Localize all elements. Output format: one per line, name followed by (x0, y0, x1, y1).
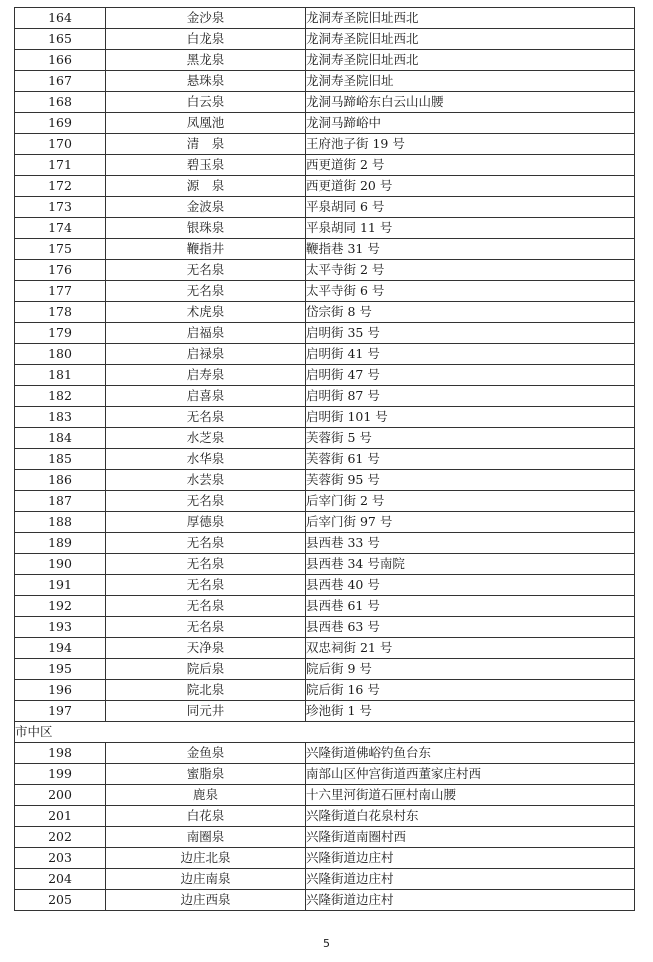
spring-name-cell: 无名泉 (106, 407, 306, 428)
table-row (15, 8, 635, 29)
spring-name-cell: 碧玉泉 (106, 155, 306, 176)
spring-name-cell: 清 泉 (106, 134, 306, 155)
spring-name-cell: 边庄北泉 (106, 848, 306, 869)
serial-number-cell: 205 (15, 890, 106, 911)
serial-number-cell: 167 (15, 71, 106, 92)
table-row (15, 29, 635, 50)
serial-number-cell: 198 (15, 743, 106, 764)
table-row (15, 869, 635, 890)
location-cell: 芙蓉街 5 号 (306, 428, 635, 449)
page-number: 5 (323, 937, 330, 950)
spring-name-cell: 白云泉 (106, 92, 306, 113)
spring-table-body (15, 8, 635, 911)
spring-name-cell: 启福泉 (106, 323, 306, 344)
location-cell: 平泉胡同 11 号 (306, 218, 635, 239)
table-row (15, 491, 635, 512)
table-row (15, 512, 635, 533)
table-row (15, 71, 635, 92)
spring-name-cell: 无名泉 (106, 281, 306, 302)
table-row (15, 365, 635, 386)
location-cell: 双忠祠街 21 号 (306, 638, 635, 659)
spring-name-cell: 院后泉 (106, 659, 306, 680)
serial-number-cell: 172 (15, 176, 106, 197)
table-row (15, 764, 635, 785)
location-cell: 王府池子街 19 号 (306, 134, 635, 155)
location-cell: 兴隆街道南圈村西 (306, 827, 635, 848)
table-row (15, 827, 635, 848)
location-cell: 岱宗街 8 号 (306, 302, 635, 323)
table-row (15, 155, 635, 176)
serial-number-cell: 187 (15, 491, 106, 512)
spring-name-cell: 院北泉 (106, 680, 306, 701)
serial-number-cell: 196 (15, 680, 106, 701)
location-cell: 十六里河街道石匣村南山腰 (306, 785, 635, 806)
serial-number-cell: 184 (15, 428, 106, 449)
spring-name-cell: 白龙泉 (106, 29, 306, 50)
serial-number-cell: 177 (15, 281, 106, 302)
location-cell: 启明街 87 号 (306, 386, 635, 407)
location-cell: 兴隆街道边庄村 (306, 848, 635, 869)
spring-name-cell: 蜜脂泉 (106, 764, 306, 785)
table-row (15, 638, 635, 659)
serial-number-cell: 201 (15, 806, 106, 827)
table-row (15, 701, 635, 722)
serial-number-cell: 200 (15, 785, 106, 806)
location-cell: 太平寺街 2 号 (306, 260, 635, 281)
location-cell: 兴隆街道边庄村 (306, 890, 635, 911)
serial-number-cell: 194 (15, 638, 106, 659)
spring-name-cell: 悬珠泉 (106, 71, 306, 92)
serial-number-cell: 178 (15, 302, 106, 323)
serial-number-cell: 176 (15, 260, 106, 281)
location-cell: 启明街 101 号 (306, 407, 635, 428)
spring-name-cell: 银珠泉 (106, 218, 306, 239)
serial-number-cell: 164 (15, 8, 106, 29)
serial-number-cell: 169 (15, 113, 106, 134)
spring-name-cell: 水华泉 (106, 449, 306, 470)
spring-name-cell: 启寿泉 (106, 365, 306, 386)
location-cell: 龙洞马蹄峪东白云山山腰 (306, 92, 635, 113)
location-cell: 县西巷 34 号南院 (306, 554, 635, 575)
location-cell: 鞭指巷 31 号 (306, 239, 635, 260)
table-row (15, 407, 635, 428)
section-row (15, 722, 635, 743)
spring-name-cell: 源 泉 (106, 176, 306, 197)
serial-number-cell: 188 (15, 512, 106, 533)
serial-number-cell: 199 (15, 764, 106, 785)
serial-number-cell: 180 (15, 344, 106, 365)
serial-number-cell: 203 (15, 848, 106, 869)
table-row (15, 470, 635, 491)
location-cell: 县西巷 33 号 (306, 533, 635, 554)
spring-name-cell: 水芝泉 (106, 428, 306, 449)
spring-name-cell: 金鱼泉 (106, 743, 306, 764)
location-cell: 平泉胡同 6 号 (306, 197, 635, 218)
spring-name-cell: 金沙泉 (106, 8, 306, 29)
serial-number-cell: 182 (15, 386, 106, 407)
spring-name-cell: 鞭指井 (106, 239, 306, 260)
table-row (15, 260, 635, 281)
serial-number-cell: 186 (15, 470, 106, 491)
location-cell: 启明街 47 号 (306, 365, 635, 386)
table-row (15, 176, 635, 197)
spring-name-cell: 启喜泉 (106, 386, 306, 407)
spring-name-cell: 无名泉 (106, 596, 306, 617)
table-row (15, 281, 635, 302)
spring-name-cell: 无名泉 (106, 554, 306, 575)
table-row (15, 575, 635, 596)
serial-number-cell: 192 (15, 596, 106, 617)
table-row (15, 659, 635, 680)
table-row (15, 554, 635, 575)
location-cell: 院后街 9 号 (306, 659, 635, 680)
table-row (15, 533, 635, 554)
serial-number-cell: 181 (15, 365, 106, 386)
spring-name-cell: 金波泉 (106, 197, 306, 218)
serial-number-cell: 173 (15, 197, 106, 218)
location-cell: 龙洞寿圣院旧址西北 (306, 50, 635, 71)
table-row (15, 113, 635, 134)
serial-number-cell: 197 (15, 701, 106, 722)
location-cell: 兴隆街道佛峪钓鱼台东 (306, 743, 635, 764)
location-cell: 龙洞寿圣院旧址 (306, 71, 635, 92)
serial-number-cell: 191 (15, 575, 106, 596)
table-row (15, 680, 635, 701)
location-cell: 兴隆街道边庄村 (306, 869, 635, 890)
spring-name-cell: 无名泉 (106, 617, 306, 638)
table-row (15, 449, 635, 470)
table-row (15, 596, 635, 617)
serial-number-cell: 195 (15, 659, 106, 680)
spring-name-cell: 边庄南泉 (106, 869, 306, 890)
serial-number-cell: 171 (15, 155, 106, 176)
table-row (15, 92, 635, 113)
spring-name-cell: 边庄西泉 (106, 890, 306, 911)
spring-name-cell: 术虎泉 (106, 302, 306, 323)
location-cell: 龙洞寿圣院旧址西北 (306, 8, 635, 29)
serial-number-cell: 193 (15, 617, 106, 638)
table-row (15, 428, 635, 449)
spring-name-cell: 无名泉 (106, 260, 306, 281)
spring-name-cell: 厚德泉 (106, 512, 306, 533)
serial-number-cell: 202 (15, 827, 106, 848)
table-row (15, 134, 635, 155)
spring-name-cell: 鹿泉 (106, 785, 306, 806)
spring-name-cell: 无名泉 (106, 575, 306, 596)
spring-name-cell: 南圈泉 (106, 827, 306, 848)
serial-number-cell: 190 (15, 554, 106, 575)
serial-number-cell: 185 (15, 449, 106, 470)
location-cell: 后宰门街 2 号 (306, 491, 635, 512)
serial-number-cell: 204 (15, 869, 106, 890)
serial-number-cell: 183 (15, 407, 106, 428)
location-cell: 珍池街 1 号 (306, 701, 635, 722)
table-row (15, 806, 635, 827)
spring-name-cell: 水芸泉 (106, 470, 306, 491)
location-cell: 芙蓉街 61 号 (306, 449, 635, 470)
spring-name-cell: 黑龙泉 (106, 50, 306, 71)
serial-number-cell: 189 (15, 533, 106, 554)
spring-name-cell: 凤凰池 (106, 113, 306, 134)
table-row (15, 386, 635, 407)
serial-number-cell: 175 (15, 239, 106, 260)
spring-name-cell: 同元井 (106, 701, 306, 722)
spring-name-cell: 无名泉 (106, 533, 306, 554)
location-cell: 院后街 16 号 (306, 680, 635, 701)
spring-table (14, 7, 635, 911)
location-cell: 龙洞寿圣院旧址西北 (306, 29, 635, 50)
table-row (15, 743, 635, 764)
location-cell: 西更道街 20 号 (306, 176, 635, 197)
section-label: 市中区 (15, 722, 635, 743)
location-cell: 县西巷 40 号 (306, 575, 635, 596)
table-row (15, 218, 635, 239)
table-row (15, 344, 635, 365)
serial-number-cell: 170 (15, 134, 106, 155)
location-cell: 西更道街 2 号 (306, 155, 635, 176)
location-cell: 龙洞马蹄峪中 (306, 113, 635, 134)
serial-number-cell: 165 (15, 29, 106, 50)
spring-name-cell: 白花泉 (106, 806, 306, 827)
location-cell: 兴隆街道白花泉村东 (306, 806, 635, 827)
table-row (15, 50, 635, 71)
location-cell: 太平寺街 6 号 (306, 281, 635, 302)
location-cell: 后宰门街 97 号 (306, 512, 635, 533)
table-row (15, 848, 635, 869)
table-row (15, 323, 635, 344)
location-cell: 芙蓉街 95 号 (306, 470, 635, 491)
location-cell: 南部山区仲宫街道西董家庄村西 (306, 764, 635, 785)
location-cell: 启明街 41 号 (306, 344, 635, 365)
spring-name-cell: 天净泉 (106, 638, 306, 659)
table-row (15, 197, 635, 218)
spring-name-cell: 无名泉 (106, 491, 306, 512)
location-cell: 启明街 35 号 (306, 323, 635, 344)
serial-number-cell: 174 (15, 218, 106, 239)
serial-number-cell: 168 (15, 92, 106, 113)
serial-number-cell: 179 (15, 323, 106, 344)
table-row (15, 890, 635, 911)
spring-name-cell: 启禄泉 (106, 344, 306, 365)
table-row (15, 617, 635, 638)
table-row (15, 302, 635, 323)
table-row (15, 239, 635, 260)
serial-number-cell: 166 (15, 50, 106, 71)
table-row (15, 785, 635, 806)
location-cell: 县西巷 61 号 (306, 596, 635, 617)
location-cell: 县西巷 63 号 (306, 617, 635, 638)
